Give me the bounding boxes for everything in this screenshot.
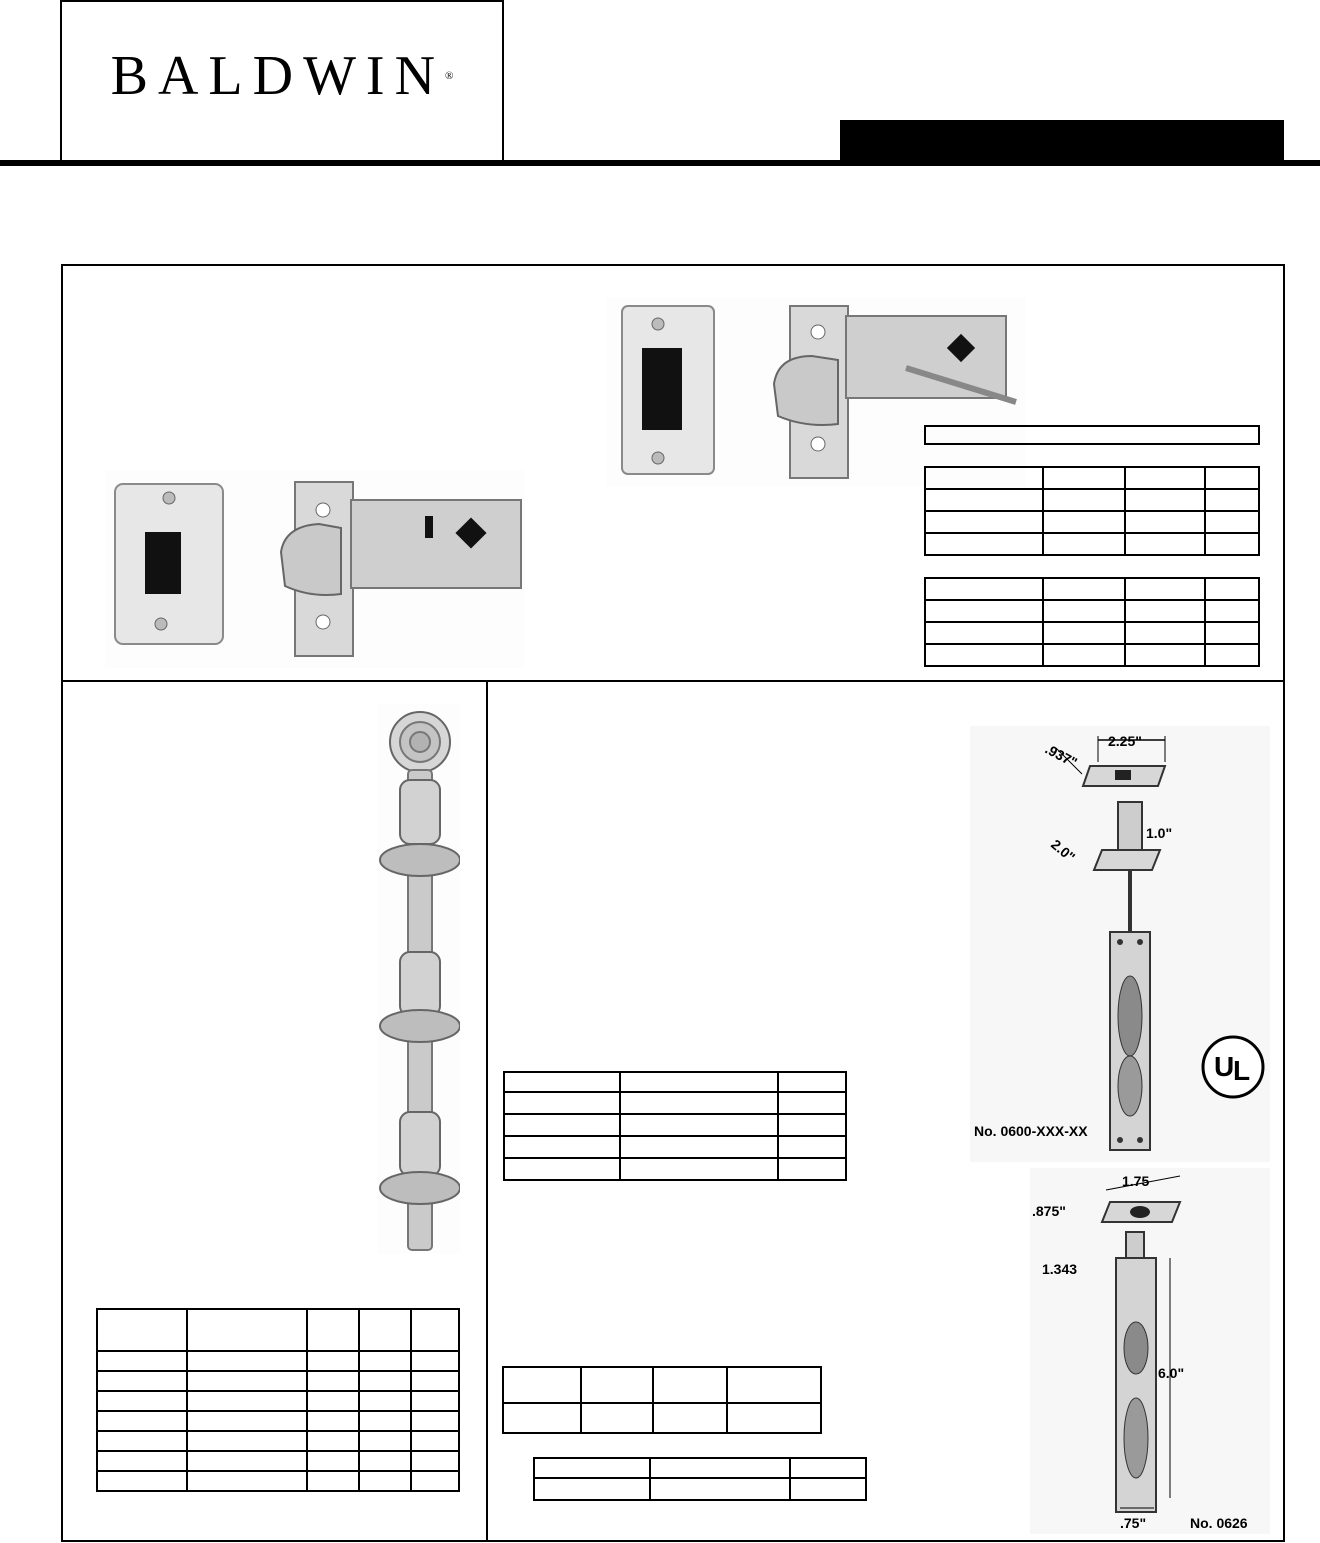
table-cell bbox=[925, 467, 1043, 489]
table-cell bbox=[620, 1072, 778, 1092]
table-cell bbox=[925, 533, 1043, 555]
latch-spec-table-1 bbox=[924, 466, 1260, 556]
table-cell bbox=[411, 1371, 459, 1391]
table-cell bbox=[1205, 533, 1259, 555]
table-cell bbox=[97, 1451, 187, 1471]
corner-bolt-face-dim: .75" bbox=[1120, 1515, 1147, 1531]
table-cell bbox=[411, 1391, 459, 1411]
table-cell bbox=[504, 1092, 620, 1114]
bolt-dim-b: 1.0" bbox=[1146, 825, 1173, 841]
table-cell bbox=[504, 1136, 620, 1158]
table-cell bbox=[307, 1371, 359, 1391]
table-cell bbox=[727, 1403, 821, 1433]
table-cell bbox=[187, 1451, 307, 1471]
latch-spec-table-2 bbox=[924, 577, 1260, 667]
corner-bolt-offset-dim: 1.343 bbox=[1042, 1261, 1078, 1277]
table-cell bbox=[187, 1471, 307, 1491]
table-cell bbox=[187, 1411, 307, 1431]
table-cell bbox=[359, 1431, 411, 1451]
table-cell bbox=[1043, 467, 1125, 489]
table-cell bbox=[1125, 600, 1205, 622]
table-cell bbox=[97, 1309, 187, 1351]
table-cell bbox=[97, 1391, 187, 1411]
corner-bolt-length-dim: 6.0" bbox=[1158, 1365, 1185, 1381]
table-cell bbox=[411, 1411, 459, 1431]
flush-bolt-model-label: No. 0600-XXX-XX bbox=[974, 1123, 1088, 1139]
table-cell bbox=[307, 1351, 359, 1371]
table-cell bbox=[411, 1351, 459, 1371]
table-cell bbox=[1205, 511, 1259, 533]
table-cell bbox=[1125, 578, 1205, 600]
table-cell bbox=[534, 1478, 650, 1500]
table-cell bbox=[778, 1072, 846, 1092]
corner-bolt-size-table bbox=[502, 1366, 822, 1434]
table-cell bbox=[1043, 622, 1125, 644]
table-cell bbox=[359, 1351, 411, 1371]
table-cell bbox=[1125, 467, 1205, 489]
table-cell bbox=[790, 1458, 866, 1478]
table-cell bbox=[1125, 644, 1205, 666]
table-cell bbox=[1205, 600, 1259, 622]
table-cell bbox=[307, 1309, 359, 1351]
svg-text:U: U bbox=[1214, 1051, 1235, 1082]
table-cell bbox=[359, 1411, 411, 1431]
logo-wordmark: BALDWIN bbox=[110, 45, 446, 107]
table-cell bbox=[187, 1371, 307, 1391]
latch-photo-large bbox=[105, 470, 525, 668]
surface-bolt-table bbox=[96, 1308, 460, 1492]
table-cell bbox=[727, 1367, 821, 1403]
table-cell bbox=[97, 1351, 187, 1371]
table-cell bbox=[778, 1136, 846, 1158]
table-cell bbox=[411, 1431, 459, 1451]
table-cell bbox=[411, 1451, 459, 1471]
table-cell bbox=[1043, 644, 1125, 666]
table-cell bbox=[187, 1309, 307, 1351]
table-cell bbox=[925, 644, 1043, 666]
table-cell bbox=[1125, 511, 1205, 533]
table-cell bbox=[581, 1403, 653, 1433]
strike-width-dim: 2.25" bbox=[1108, 733, 1142, 749]
table-cell bbox=[359, 1451, 411, 1471]
table-cell bbox=[925, 511, 1043, 533]
corner-bolt-model-label: No. 0626 bbox=[1190, 1515, 1248, 1531]
table-cell bbox=[307, 1391, 359, 1411]
table-cell bbox=[778, 1158, 846, 1180]
table-cell bbox=[503, 1367, 581, 1403]
table-cell bbox=[359, 1371, 411, 1391]
table-cell bbox=[534, 1458, 650, 1478]
table-cell bbox=[359, 1309, 411, 1351]
table-cell bbox=[620, 1092, 778, 1114]
section-divider bbox=[61, 680, 1285, 682]
table-cell bbox=[653, 1367, 727, 1403]
table-cell bbox=[359, 1391, 411, 1411]
table-cell bbox=[620, 1158, 778, 1180]
table-cell bbox=[1043, 600, 1125, 622]
table-cell bbox=[503, 1403, 581, 1433]
table-cell bbox=[187, 1351, 307, 1371]
table-cell bbox=[925, 489, 1043, 511]
table-cell bbox=[97, 1431, 187, 1451]
table-cell bbox=[1205, 467, 1259, 489]
table-cell bbox=[1205, 578, 1259, 600]
table-cell bbox=[187, 1431, 307, 1451]
table-cell bbox=[925, 622, 1043, 644]
table-cell bbox=[504, 1072, 620, 1092]
table-cell bbox=[1043, 578, 1125, 600]
table-cell bbox=[650, 1458, 790, 1478]
table-cell bbox=[1043, 533, 1125, 555]
latch-table-header-box bbox=[924, 425, 1260, 445]
latch-photo-small bbox=[606, 298, 1026, 486]
corner-bolt-table bbox=[533, 1457, 867, 1501]
table-cell bbox=[581, 1367, 653, 1403]
table-cell bbox=[1205, 644, 1259, 666]
table-cell bbox=[925, 600, 1043, 622]
table-cell bbox=[1125, 489, 1205, 511]
table-cell bbox=[620, 1136, 778, 1158]
table-cell bbox=[620, 1114, 778, 1136]
corner-strike-depth-dim: .875" bbox=[1032, 1203, 1066, 1219]
strike-depth-dim: .937" bbox=[1042, 740, 1081, 771]
table-cell bbox=[307, 1431, 359, 1451]
flush-bolt-table bbox=[503, 1071, 847, 1181]
surface-bolt-photo bbox=[378, 704, 460, 1254]
baldwin-logo bbox=[72, 46, 492, 106]
table-cell bbox=[653, 1403, 727, 1433]
table-cell bbox=[307, 1471, 359, 1491]
table-cell bbox=[1205, 489, 1259, 511]
table-cell bbox=[411, 1471, 459, 1491]
table-cell bbox=[97, 1371, 187, 1391]
table-cell bbox=[411, 1309, 459, 1351]
table-cell bbox=[790, 1478, 866, 1500]
bolt-dim-a: 2.0" bbox=[1048, 836, 1079, 866]
table-cell bbox=[359, 1471, 411, 1491]
table-cell bbox=[1205, 622, 1259, 644]
table-cell bbox=[925, 578, 1043, 600]
ul-listed-icon bbox=[1200, 1034, 1266, 1100]
table-cell bbox=[650, 1478, 790, 1500]
table-cell bbox=[504, 1158, 620, 1180]
table-cell bbox=[1043, 511, 1125, 533]
column-divider bbox=[486, 680, 488, 1542]
table-cell bbox=[778, 1114, 846, 1136]
table-cell bbox=[778, 1092, 846, 1114]
corner-strike-width-dim: 1.75 bbox=[1122, 1173, 1150, 1189]
table-cell bbox=[1125, 622, 1205, 644]
corner-bolt-drawing bbox=[1030, 1168, 1270, 1534]
table-cell bbox=[307, 1451, 359, 1471]
table-cell bbox=[504, 1114, 620, 1136]
svg-text:L: L bbox=[1233, 1055, 1251, 1086]
table-cell bbox=[1125, 533, 1205, 555]
table-cell bbox=[187, 1391, 307, 1411]
registered-mark: ® bbox=[445, 70, 454, 82]
header-black-bar bbox=[840, 120, 1284, 164]
table-cell bbox=[307, 1411, 359, 1431]
logo-box bbox=[60, 0, 504, 163]
table-cell bbox=[1043, 489, 1125, 511]
table-cell bbox=[97, 1411, 187, 1431]
table-cell bbox=[97, 1471, 187, 1491]
